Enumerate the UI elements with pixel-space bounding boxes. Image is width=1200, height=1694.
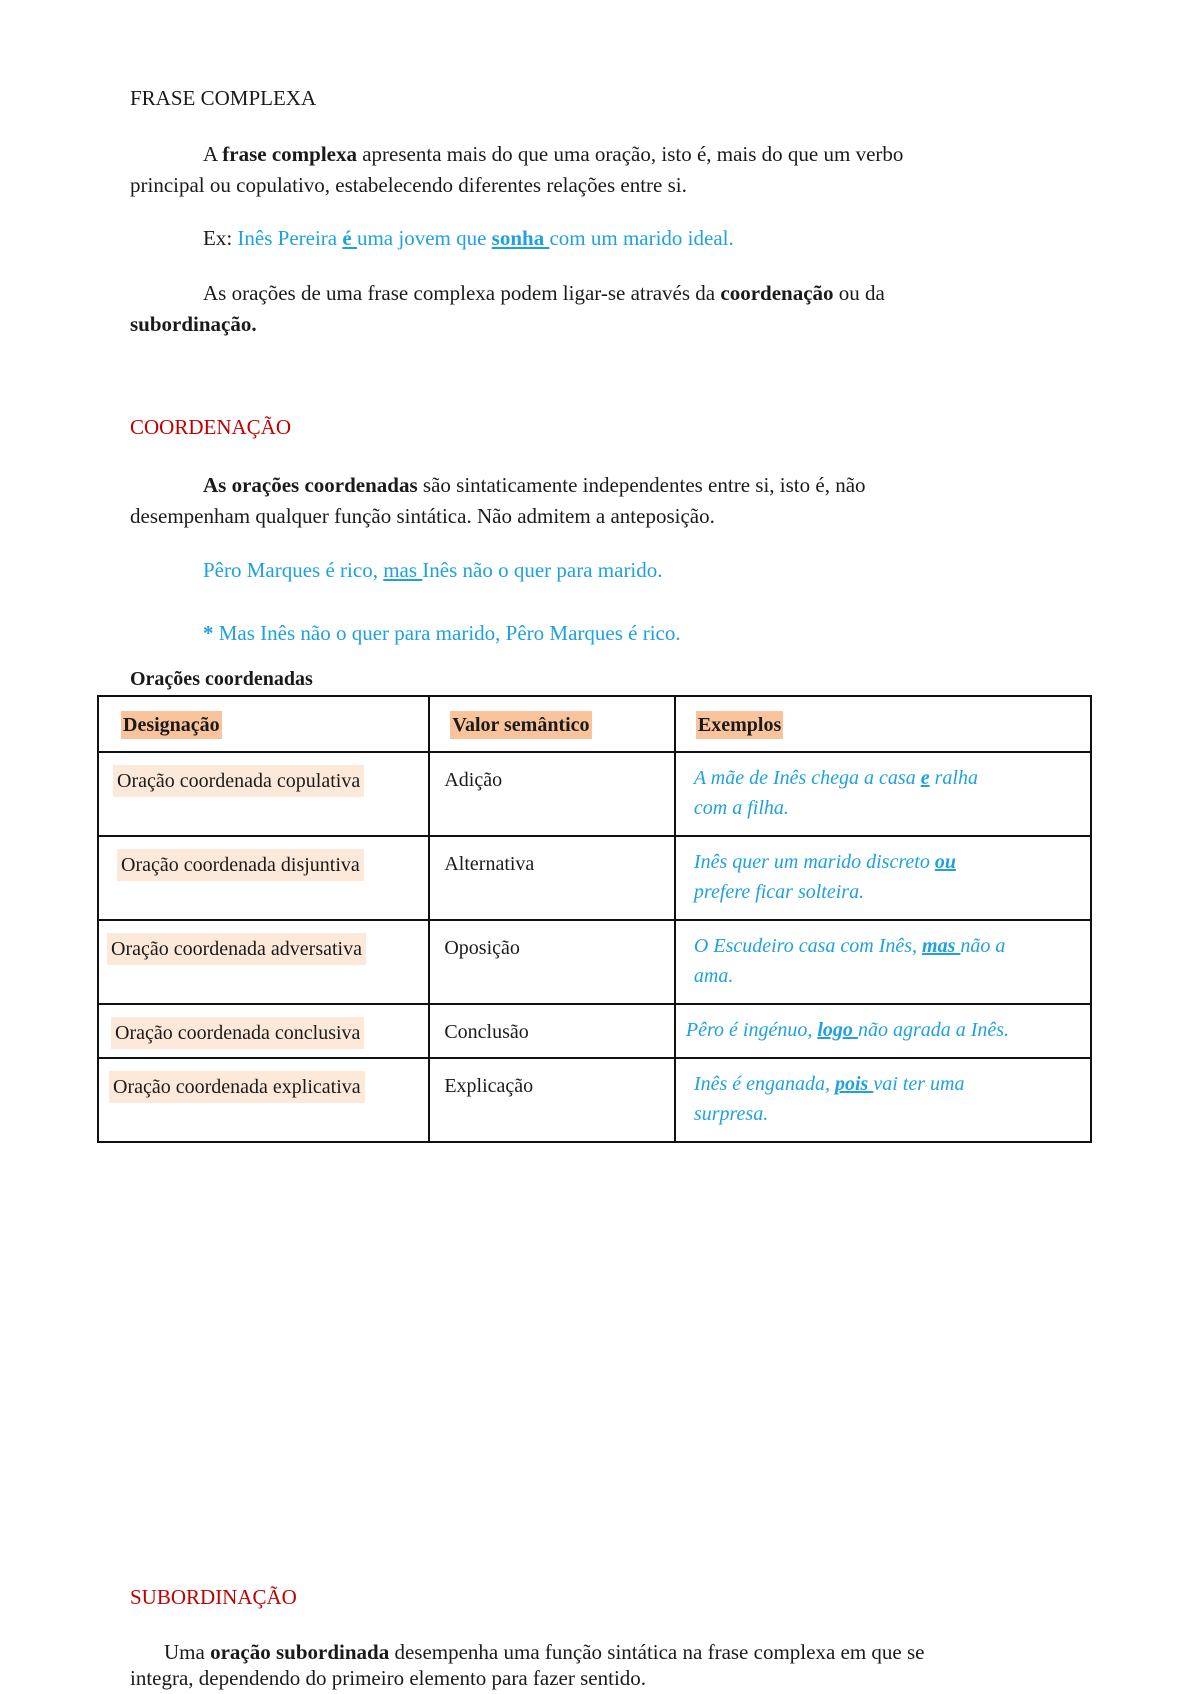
intro-example: Ex: Inês Pereira é uma jovem que sonha com um marido ideal.: [203, 226, 734, 250]
table-caption: Orações coordenadas: [130, 668, 313, 690]
row-example: Pêro é ingénuo, logo não agrada a Inês.: [685, 1019, 1010, 1041]
row-designation: Oração coordenada disjuntiva: [117, 849, 364, 881]
row-designation: Oração coordenada conclusiva: [111, 1017, 364, 1049]
row-value: Alternativa: [444, 853, 535, 875]
coord-paragraph-line2: desempenham qualquer função sintática. Não admitem a anteposição.: [130, 504, 715, 528]
coord-paragraph-line1: As orações coordenadas são sintaticamente independentes entre si, isto é, não: [203, 473, 866, 497]
intro-paragraph-line1: A frase complexa apresenta mais do que uma oração, isto é, mais do que um verbo: [203, 142, 904, 166]
row-value: Oposição: [444, 937, 520, 959]
page-title: FRASE COMPLEXA: [130, 86, 317, 110]
row-example: Inês quer um marido discreto ou prefere ficar solteira.: [693, 851, 956, 903]
row-value: Explicação: [444, 1075, 534, 1097]
coordinated-clauses-table: [97, 695, 1092, 1143]
table-row: [98, 752, 1091, 836]
table-row: [98, 836, 1091, 920]
intro-paragraph2-line1: As orações de uma frase complexa podem ligar-se através da coordenação ou da: [203, 281, 885, 305]
table-row: [98, 920, 1091, 1004]
row-designation: Oração coordenada explicativa: [109, 1071, 365, 1103]
subord-paragraph-line2: integra, dependendo do primeiro elemento para fazer sentido.: [130, 1666, 647, 1690]
row-example: A mãe de Inês chega a casa e ralha com a filha.: [693, 767, 978, 819]
row-designation: Oração coordenada copulativa: [113, 765, 364, 797]
table-row: [98, 1004, 1091, 1058]
row-designation: Oração coordenada adversativa: [107, 933, 366, 965]
row-value: Conclusão: [444, 1021, 529, 1043]
subord-paragraph-line1: Uma oração subordinada desempenha uma função sintática na frase complexa em que se: [164, 1640, 925, 1664]
header-valor-semantico: Valor semântico: [429, 696, 675, 752]
intro-paragraph2-line2: subordinação.: [130, 312, 257, 336]
row-example: Inês é enganada, pois vai ter uma surpresa.: [693, 1073, 965, 1125]
header-designacao: Designação: [98, 696, 429, 752]
intro-paragraph-line2: principal ou copulativo, estabelecendo diferentes relações entre si.: [130, 173, 687, 197]
coord-example-2: * Mas Inês não o quer para marido, Pêro Marques é rico.: [203, 621, 681, 645]
section-heading-coordenacao: COORDENAÇÃO: [130, 415, 292, 439]
row-value: Adição: [444, 769, 503, 791]
table-row: [98, 1058, 1091, 1142]
header-exemplos: Exemplos: [675, 696, 1091, 752]
row-example: O Escudeiro casa com Inês, mas não a ama.: [693, 935, 1006, 987]
table-header-row: [98, 696, 1091, 752]
section-heading-subordinacao: SUBORDINAÇÃO: [130, 1585, 297, 1609]
coord-example-1: Pêro Marques é rico, mas Inês não o quer para marido.: [203, 558, 663, 582]
